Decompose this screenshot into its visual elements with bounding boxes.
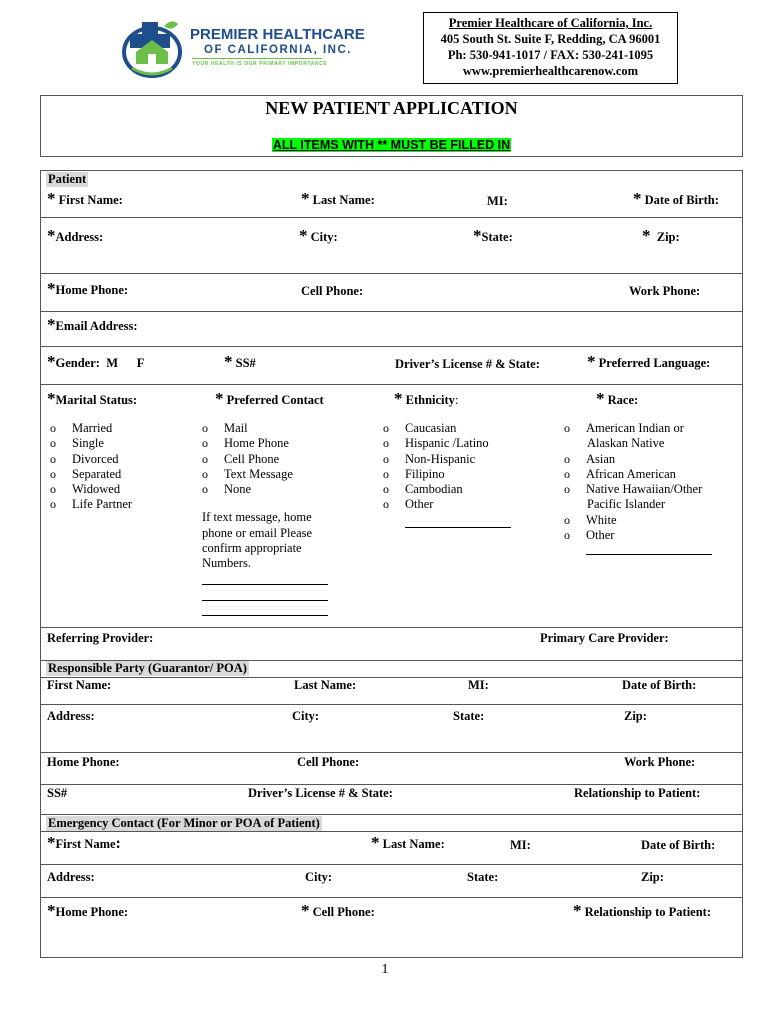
radio-bullet[interactable]: o	[50, 466, 56, 481]
label-text: Email Address:	[55, 319, 138, 333]
required-marker: *	[642, 226, 651, 245]
race-options	[564, 421, 734, 543]
option-label: Cell Phone	[224, 451, 280, 466]
guarantor-heading: Responsible Party (Guarantor/ POA)	[48, 661, 247, 675]
radio-bullet[interactable]: o	[202, 466, 208, 481]
guarantor-relationship-label[interactable]: Relationship to Patient:	[574, 786, 701, 800]
radio-bullet[interactable]: o	[50, 497, 56, 512]
company-website[interactable]: www.premierhealthcarenow.com	[462, 64, 639, 78]
title-box	[40, 95, 743, 157]
label-colon: :	[454, 393, 459, 407]
required-marker: *	[301, 189, 310, 208]
ethnicity-option[interactable]	[383, 467, 489, 482]
contact-option[interactable]	[202, 436, 342, 451]
contact-options	[202, 421, 342, 572]
race-option[interactable]	[564, 482, 734, 497]
required-marker: *	[47, 315, 56, 334]
label-text: Ethnicity	[405, 393, 455, 407]
radio-bullet[interactable]: o	[50, 436, 56, 451]
patient-first-name-label[interactable]	[47, 190, 123, 208]
required-marker: *	[47, 189, 56, 208]
required-marker: *	[394, 389, 403, 408]
guarantor-state-label[interactable]: State:	[453, 709, 485, 723]
label-text: Address:	[55, 230, 104, 244]
contact-number-field[interactable]	[202, 584, 328, 585]
required-marker: *	[47, 226, 56, 245]
gender-f-option[interactable]: F	[136, 356, 145, 370]
emergency-city-label[interactable]: City:	[305, 870, 333, 884]
radio-bullet[interactable]: o	[383, 436, 389, 451]
option-label: Divorced	[72, 451, 119, 466]
race-option[interactable]	[564, 467, 734, 482]
patient-ss-label[interactable]	[224, 353, 256, 371]
option-label: Life Partner	[72, 497, 133, 512]
company-info-box	[423, 12, 678, 84]
guarantor-zip-label[interactable]: Zip:	[624, 709, 647, 723]
guarantor-work-phone-label[interactable]: Work Phone:	[624, 755, 696, 769]
label-text: Cell Phone:	[312, 905, 375, 919]
contact-option[interactable]	[202, 421, 342, 436]
emergency-cell-phone-label[interactable]	[301, 902, 375, 920]
ethnicity-option[interactable]	[383, 497, 489, 512]
marital-option[interactable]	[50, 467, 132, 482]
race-other-field[interactable]	[586, 554, 712, 555]
label-text: Marital Status:	[55, 393, 138, 407]
page-number: 1	[381, 962, 389, 977]
logo-line2: OF CALIFORNIA, INC.	[204, 44, 352, 56]
emergency-first-name-label[interactable]	[47, 834, 121, 853]
required-marker: *	[587, 352, 596, 371]
option-label: American Indian or	[586, 421, 684, 435]
radio-bullet[interactable]: o	[564, 528, 570, 543]
company-logo	[120, 18, 365, 78]
marital-option[interactable]	[50, 497, 132, 512]
marital-option[interactable]	[50, 482, 132, 497]
radio-bullet[interactable]: o	[564, 421, 570, 435]
contact-number-field[interactable]	[202, 615, 328, 616]
radio-bullet[interactable]: o	[202, 482, 208, 497]
patient-language-label[interactable]	[587, 353, 710, 371]
patient-city-label[interactable]	[299, 227, 338, 245]
contact-note-line: Numbers.	[202, 556, 251, 571]
marital-options	[50, 421, 132, 513]
gender-m-option[interactable]: M	[106, 356, 118, 370]
option-label: White	[586, 512, 617, 527]
radio-bullet[interactable]: o	[383, 497, 389, 512]
option-label: Widowed	[72, 482, 121, 497]
emergency-heading: Emergency Contact (For Minor or POA of Patient)	[48, 816, 320, 830]
patient-work-phone-label[interactable]: Work Phone:	[629, 284, 701, 298]
patient-last-name-label[interactable]	[301, 190, 375, 208]
option-label: Mail	[224, 421, 248, 435]
race-option[interactable]	[564, 513, 734, 528]
guarantor-city-label[interactable]: City:	[292, 709, 320, 723]
option-label: Home Phone	[224, 436, 289, 451]
logo-house-icon	[120, 18, 190, 80]
radio-bullet[interactable]: o	[564, 512, 570, 527]
option-label: Pacific Islander	[587, 497, 666, 512]
option-label: Asian	[586, 451, 616, 466]
logo-tagline: YOUR HEALTH IS OUR PRIMARY IMPORTANCE	[192, 61, 328, 67]
race-option[interactable]	[564, 528, 734, 543]
required-marker: *	[301, 901, 310, 920]
emergency-home-phone-label[interactable]	[47, 902, 128, 920]
race-option[interactable]	[564, 452, 734, 467]
marital-option[interactable]	[50, 436, 132, 451]
label-text: Last Name:	[312, 193, 375, 207]
company-phone-fax: Ph: 530-941-1017 / FAX: 530-241-1095	[447, 48, 654, 62]
option-label: Native Hawaiian/Other	[586, 482, 703, 497]
referring-provider-label[interactable]: Referring Provider:	[47, 631, 154, 645]
option-label: None	[224, 482, 252, 497]
label-text: Preferred Language:	[598, 356, 711, 370]
radio-bullet[interactable]: o	[202, 421, 208, 435]
radio-bullet[interactable]: o	[383, 421, 389, 435]
required-marker: *	[47, 833, 56, 852]
radio-bullet[interactable]: o	[50, 451, 56, 466]
ethnicity-option[interactable]	[383, 436, 489, 451]
label-text: Gender:	[55, 356, 100, 370]
patient-address-label[interactable]	[47, 227, 103, 245]
guarantor-first-name-label[interactable]: First Name:	[47, 678, 112, 692]
option-label: Separated	[72, 466, 122, 481]
label-text: Home Phone:	[55, 905, 129, 919]
patient-cell-phone-label[interactable]: Cell Phone:	[301, 284, 364, 298]
label-text: Race:	[607, 393, 639, 407]
guarantor-last-name-label[interactable]: Last Name:	[294, 678, 357, 692]
required-marker: *	[573, 901, 582, 920]
option-label: Other	[586, 528, 615, 543]
contact-number-field[interactable]	[202, 600, 328, 601]
radio-bullet[interactable]: o	[383, 451, 389, 466]
company-name: Premier Healthcare of California, Inc.	[448, 16, 653, 30]
guarantor-drivers-license-label[interactable]: Driver’s License # & State:	[248, 786, 393, 800]
required-marker: *	[473, 226, 482, 245]
patient-dob-label[interactable]	[633, 190, 719, 208]
option-label: Married	[72, 421, 113, 435]
emergency-relationship-label[interactable]	[573, 902, 711, 920]
marital-option[interactable]	[50, 421, 132, 436]
radio-bullet[interactable]: o	[564, 466, 570, 481]
required-marker: *	[215, 389, 224, 408]
patient-state-label[interactable]	[473, 227, 513, 245]
label-text: State:	[481, 230, 513, 244]
marital-status-label	[47, 390, 137, 408]
logo-line1: PREMIER HEALTHCARE	[190, 26, 365, 43]
preferred-contact-label	[215, 390, 324, 408]
required-marker: *	[596, 389, 605, 408]
radio-bullet[interactable]: o	[564, 451, 570, 466]
option-label: Caucasian	[405, 421, 457, 435]
required-marker: *	[47, 352, 56, 371]
required-marker: *	[299, 226, 308, 245]
race-option-cont	[564, 436, 734, 451]
contact-note-line: phone or email Please	[202, 525, 313, 540]
ethnicity-options	[383, 421, 489, 513]
option-label: Text Message	[224, 466, 293, 481]
contact-note-line: If text message, home	[202, 510, 312, 525]
required-marker: *	[224, 352, 233, 371]
label-text: Zip:	[656, 230, 680, 244]
emergency-zip-label[interactable]: Zip:	[641, 870, 664, 884]
ethnicity-option[interactable]	[383, 452, 489, 467]
required-notice: ALL ITEMS WITH ** MUST BE FILLED IN	[272, 138, 511, 152]
guarantor-mi-label[interactable]: MI:	[468, 678, 489, 692]
emergency-dob-label[interactable]: Date of Birth:	[641, 838, 716, 852]
patient-mi-label[interactable]: MI:	[487, 194, 508, 208]
guarantor-dob-label[interactable]: Date of Birth:	[622, 678, 697, 692]
ethnicity-option[interactable]	[383, 482, 489, 497]
patient-zip-label[interactable]	[642, 227, 680, 245]
label-text: City:	[310, 230, 338, 244]
guarantor-ss-label[interactable]: SS#	[47, 786, 68, 800]
label-text: Preferred Contact	[226, 393, 324, 407]
option-label: Single	[72, 436, 104, 451]
option-label: African American	[586, 466, 676, 481]
label-text: First Name:	[58, 193, 123, 207]
ethnicity-other-field[interactable]	[405, 527, 511, 528]
radio-bullet[interactable]: o	[383, 482, 389, 497]
required-marker: *	[47, 279, 56, 298]
label-text: Date of Birth:	[644, 193, 719, 207]
label-text: Last Name:	[382, 837, 445, 851]
required-marker: *	[47, 389, 56, 408]
guarantor-cell-phone-label[interactable]: Cell Phone:	[297, 755, 360, 769]
option-label: Hispanic /Latino	[405, 436, 489, 451]
option-label: Alaskan Native	[587, 436, 665, 451]
label-text: First Name	[55, 837, 116, 851]
required-marker: *	[371, 833, 380, 852]
radio-bullet[interactable]: o	[50, 421, 56, 435]
label-text: Relationship to Patient:	[584, 905, 712, 919]
radio-bullet[interactable]: o	[383, 466, 389, 481]
option-label: Cambodian	[405, 482, 463, 497]
ethnicity-label	[394, 390, 458, 408]
option-label: Other	[405, 497, 434, 512]
form-title: NEW PATIENT APPLICATION	[265, 98, 518, 118]
contact-note-line: confirm appropriate	[202, 541, 302, 556]
contact-option[interactable]	[202, 452, 342, 467]
guarantor-address-label[interactable]: Address:	[47, 709, 95, 723]
ethnicity-option[interactable]	[383, 421, 489, 436]
patient-home-phone-label[interactable]	[47, 280, 128, 298]
company-address: 405 South St. Suite F, Redding, CA 96001	[440, 32, 661, 46]
label-text: Home Phone:	[55, 283, 129, 297]
contact-option[interactable]	[202, 467, 342, 482]
required-marker: *	[633, 189, 642, 208]
radio-bullet[interactable]: o	[50, 482, 56, 497]
patient-heading: Patient	[48, 172, 87, 186]
marital-option[interactable]	[50, 452, 132, 467]
emergency-mi-label[interactable]: MI:	[510, 838, 531, 852]
emergency-state-label[interactable]: State:	[467, 870, 499, 884]
option-label: Filipino	[405, 466, 445, 481]
patient-email-label[interactable]	[47, 316, 138, 334]
contact-option[interactable]	[202, 482, 342, 497]
guarantor-home-phone-label[interactable]: Home Phone:	[47, 755, 120, 769]
required-marker: *	[47, 901, 56, 920]
radio-bullet[interactable]: o	[202, 451, 208, 466]
patient-drivers-license-label[interactable]: Driver’s License # & State:	[395, 357, 540, 371]
race-label	[596, 390, 638, 408]
option-label: Non-Hispanic	[405, 451, 476, 466]
primary-care-provider-label[interactable]: Primary Care Provider:	[540, 631, 669, 645]
emergency-address-label[interactable]: Address:	[47, 870, 95, 884]
radio-bullet[interactable]: o	[564, 482, 570, 497]
emergency-last-name-label[interactable]	[371, 834, 445, 852]
label-text: SS#	[235, 356, 256, 370]
label-colon: :	[115, 835, 121, 852]
race-option-cont	[564, 497, 734, 512]
race-option[interactable]	[564, 421, 734, 436]
radio-bullet[interactable]: o	[202, 436, 208, 451]
patient-gender-label[interactable]	[47, 353, 144, 371]
